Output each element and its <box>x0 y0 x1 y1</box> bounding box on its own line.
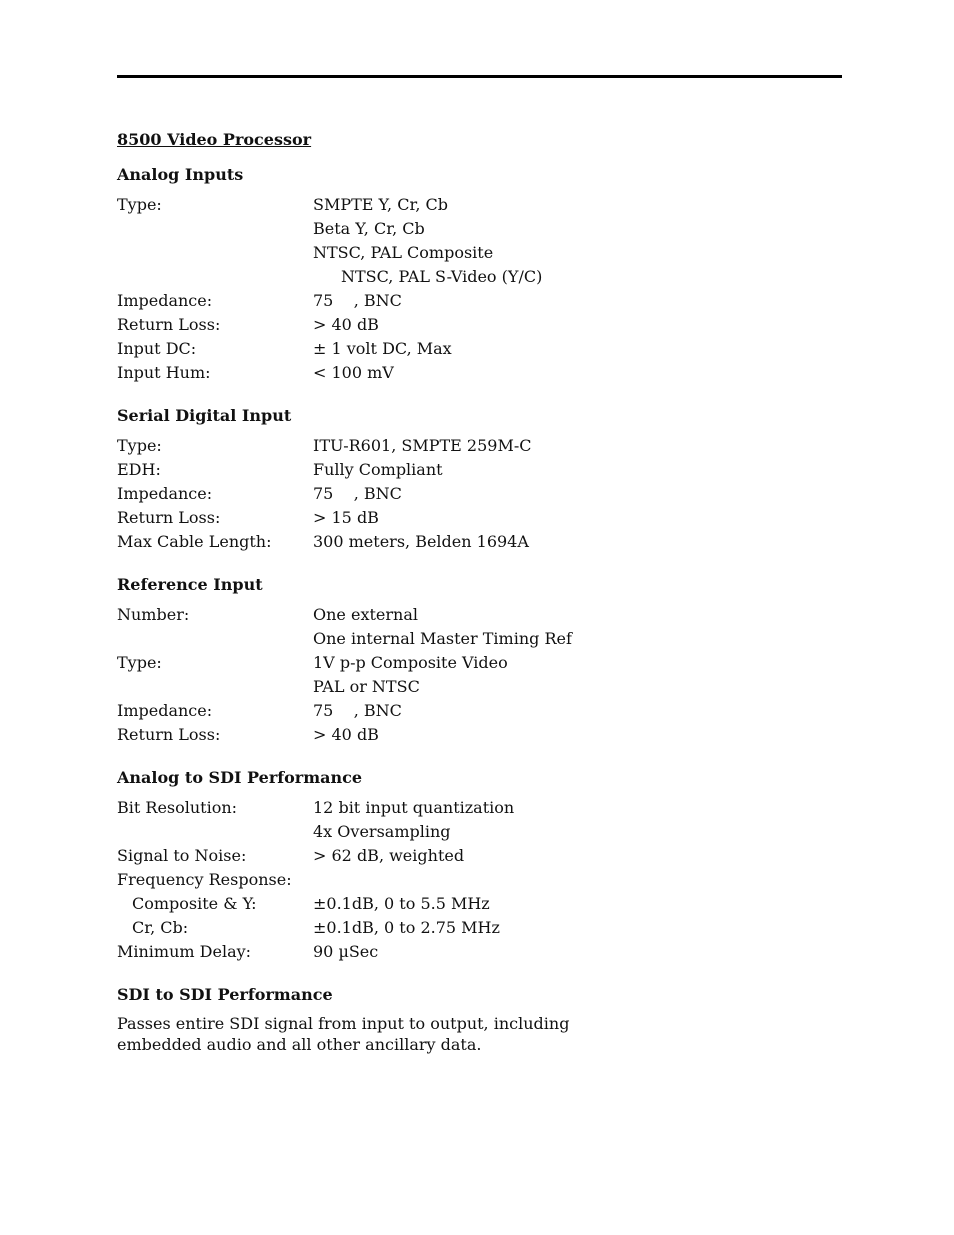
spec-label <box>117 675 313 699</box>
spec-label <box>117 241 313 265</box>
spec-value: > 62 dB, weighted <box>313 846 465 865</box>
spec-value: SMPTE Y, Cr, Cb <box>313 195 449 214</box>
spec-row <box>117 844 842 868</box>
spec-row <box>117 603 842 627</box>
spec-label: Input DC: <box>117 339 197 358</box>
spec-row <box>117 458 842 482</box>
spec-row <box>117 482 842 506</box>
spec-label: Impedance: <box>117 701 213 720</box>
spec-label <box>117 217 313 241</box>
spec-row <box>117 361 842 385</box>
spec-label: Max Cable Length: <box>117 532 272 551</box>
spec-label: Composite & Y: <box>132 894 257 913</box>
spec-row <box>117 193 842 217</box>
spec-value: Fully Compliant <box>313 460 443 479</box>
spec-label: Frequency Response: <box>117 870 292 889</box>
spec-label: Type: <box>117 195 162 214</box>
spec-label: Signal to Noise: <box>117 846 247 865</box>
spec-row <box>117 313 842 337</box>
spec-label: Impedance: <box>117 484 213 503</box>
spec-label: Cr, Cb: <box>132 918 189 937</box>
spec-value: < 100 mV <box>313 363 394 382</box>
spec-row <box>117 434 842 458</box>
spec-label: Number: <box>117 605 190 624</box>
spec-row <box>117 796 842 820</box>
section-heading: Analog to SDI Performance <box>117 768 363 787</box>
spec-value: > 15 dB <box>313 508 379 527</box>
spec-row <box>117 337 842 361</box>
spec-label: Return Loss: <box>117 508 221 527</box>
spec-label: Minimum Delay: <box>117 942 252 961</box>
section-analog-to-sdi-performance <box>117 767 842 964</box>
spec-label <box>117 820 313 844</box>
section-heading: Analog Inputs <box>117 165 244 184</box>
spec-value: 75 , BNC <box>313 484 402 503</box>
spec-label: Return Loss: <box>117 725 221 744</box>
spec-value: 4x Oversampling <box>313 822 451 841</box>
spec-label <box>117 627 313 651</box>
spec-label: Type: <box>117 653 162 672</box>
spec-value: Beta Y, Cr, Cb <box>313 219 425 238</box>
spec-value: 75 , BNC <box>313 701 402 720</box>
spec-label <box>117 265 313 289</box>
spec-label: EDH: <box>117 460 161 479</box>
spec-row <box>117 723 842 747</box>
spec-value <box>313 868 842 892</box>
spec-value: 90 µSec <box>313 942 379 961</box>
spec-value: NTSC, PAL S-Video (Y/C) <box>341 267 543 286</box>
spec-row <box>117 506 842 530</box>
spec-value: PAL or NTSC <box>313 677 420 696</box>
spec-value: > 40 dB <box>313 315 379 334</box>
spec-value: 12 bit input quantization <box>313 798 515 817</box>
section-heading: SDI to SDI Performance <box>117 985 333 1004</box>
spec-label: Type: <box>117 436 162 455</box>
spec-row <box>117 289 842 313</box>
spec-row <box>117 241 842 265</box>
spec-label: Input Hum: <box>117 363 211 382</box>
spec-value: 75 , BNC <box>313 291 402 310</box>
section-paragraph: Passes entire SDI signal from input to output, including embedded audio and all other ancillary data. <box>117 1014 570 1054</box>
spec-row <box>117 916 842 940</box>
section-sdi-to-sdi-performance <box>117 984 842 1055</box>
spec-row <box>117 217 842 241</box>
spec-row <box>117 675 842 699</box>
spec-value: 1V p-p Composite Video <box>313 653 508 672</box>
spec-label: Bit Resolution: <box>117 798 238 817</box>
spec-value: ITU-R601, SMPTE 259M-C <box>313 436 532 455</box>
section-analog-inputs <box>117 164 842 385</box>
spec-row <box>117 699 842 723</box>
spec-value: ±0.1dB, 0 to 2.75 MHz <box>313 918 500 937</box>
section-heading: Reference Input <box>117 575 263 594</box>
spec-value: NTSC, PAL Composite <box>313 243 494 262</box>
spec-value: One internal Master Timing Ref <box>313 629 572 648</box>
spec-value: ±0.1dB, 0 to 5.5 MHz <box>313 894 490 913</box>
spec-value: ± 1 volt DC, Max <box>313 339 452 358</box>
top-rule <box>117 75 842 78</box>
spec-row <box>117 627 842 651</box>
section-heading: Serial Digital Input <box>117 406 292 425</box>
spec-row <box>117 940 842 964</box>
spec-value: > 40 dB <box>313 725 379 744</box>
spec-value: 300 meters, Belden 1694A <box>313 532 529 551</box>
spec-value: One external <box>313 605 418 624</box>
spec-row <box>117 820 842 844</box>
spec-label: Impedance: <box>117 291 213 310</box>
spec-row <box>117 530 842 554</box>
document-title: 8500 Video Processor <box>117 130 312 149</box>
section-reference-input <box>117 574 842 747</box>
spec-document <box>117 129 842 1075</box>
spec-row <box>117 868 842 892</box>
section-serial-digital-input <box>117 405 842 554</box>
spec-label: Return Loss: <box>117 315 221 334</box>
spec-row <box>117 265 842 289</box>
spec-row <box>117 651 842 675</box>
spec-row <box>117 892 842 916</box>
